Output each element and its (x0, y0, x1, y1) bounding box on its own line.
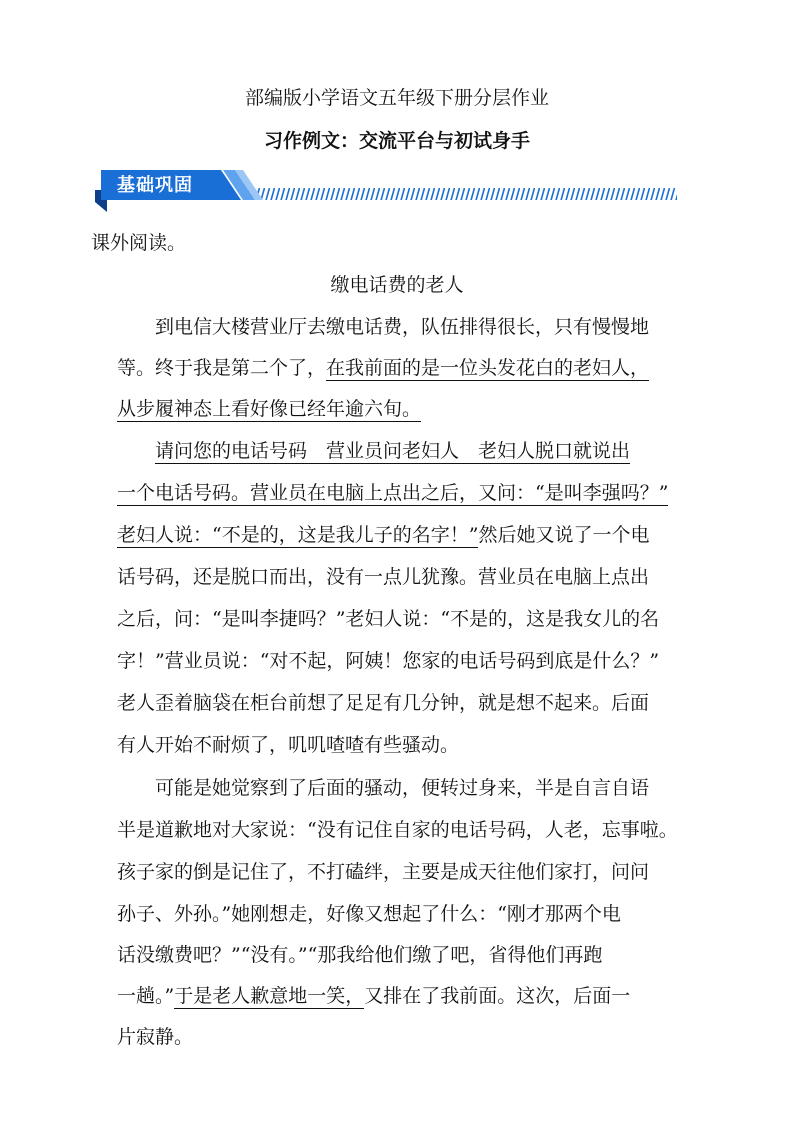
worksheet-title: 部编版小学语文五年级下册分层作业 (244, 87, 549, 109)
essay-line: 可能是她觉察到了后面的骚动，便转过身来，半是自言自语 (155, 777, 650, 799)
underlined-text: 在我前面的是一位头发花白的老妇人， (326, 357, 650, 379)
lesson-title: 习作例文：交流平台与初试身手 (263, 130, 530, 152)
section-banner (95, 168, 680, 214)
essay-text: 然后她又说了一个电 (478, 524, 650, 546)
underlined-text: 于是老人歉意地一笑， (174, 985, 365, 1007)
essay-line (117, 522, 649, 548)
hatch-strip (245, 188, 677, 200)
underlined-text: 从步履神态上看好像已经年逾六旬。 (117, 398, 422, 420)
essay-line: 老人歪着脑袋在柜台前想了足足有几分钟，就是想不起来。后面 (117, 692, 650, 714)
essay-text: 等。终于我是第二个了， (117, 357, 327, 379)
essay-line: 孙子、外孙。”她刚想走，好像又想起了什么：“刚才那两个电 (117, 903, 621, 925)
essay-text: 一趟。” (117, 985, 175, 1007)
essay-title: 缴电话费的老人 (330, 274, 464, 296)
essay-line: 有人开始不耐烦了，叽叽喳喳有些骚动。 (117, 734, 460, 756)
essay-line: 到电信大楼营业厅去缴电话费，队伍排得很长，只有慢慢地 (155, 316, 650, 338)
essay-line (155, 438, 630, 464)
section-label: 基础巩固 (117, 175, 193, 196)
essay-line (117, 480, 668, 506)
underlined-text: 请问您的电话号码 营业员问老妇人 老妇人脱口就说出 (155, 440, 631, 462)
essay-line (117, 396, 421, 422)
exercise-lead: 课外阅读。 (91, 232, 187, 254)
essay-line: 孩子家的倒是记住了，不打磕绊，主要是成天往他们家打，问问 (117, 861, 650, 883)
essay-line: 半是道歉地对大家说：“没有记住自家的电话号码，人老，忘事啦。 (117, 819, 678, 841)
essay-line (117, 983, 630, 1009)
essay-line: 之后，问：“是叫李捷吗？”老妇人说：“不是的，这是我女儿的名 (117, 608, 660, 630)
essay-line: 话号码，还是脱口而出，没有一点儿犹豫。营业员在电脑上点出 (117, 566, 650, 588)
underlined-text: 老妇人说：“不是的，这是我儿子的名字！” (117, 524, 479, 546)
essay-text: 又排在了我前面。这次，后面一 (364, 985, 631, 1007)
underlined-text: 一个电话号码。营业员在电脑上点出之后，又问：“是叫李强吗？” (117, 482, 669, 504)
essay-line (117, 355, 649, 381)
essay-line: 话没缴费吧？”“没有。”“那我给他们缴了吧，省得他们再跑 (117, 944, 603, 966)
essay-line: 字！”营业员说：“对不起，阿姨！您家的电话号码到底是什么？” (117, 650, 660, 672)
essay-line: 片寂静。 (117, 1026, 194, 1048)
